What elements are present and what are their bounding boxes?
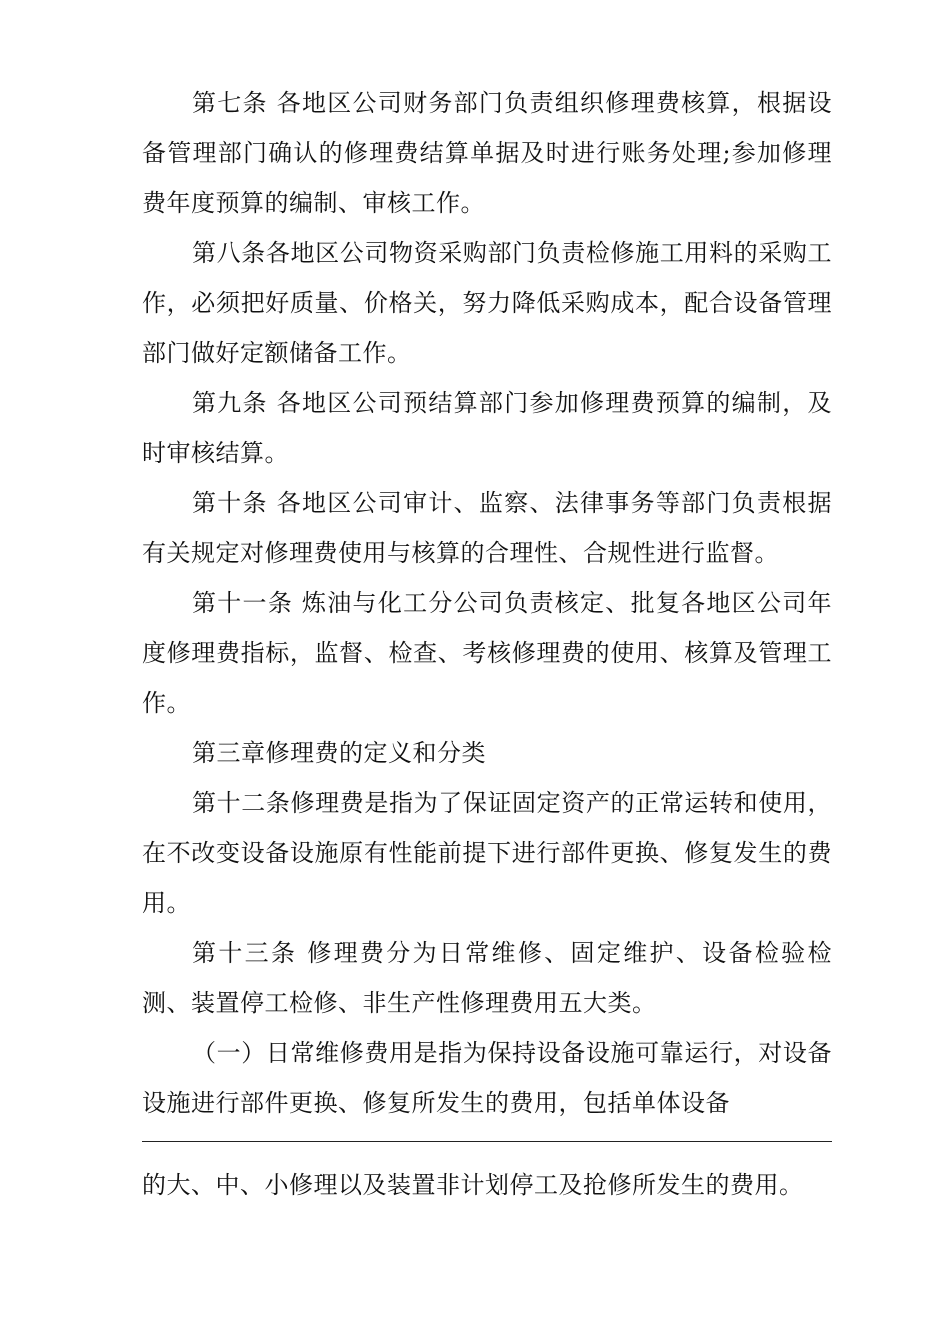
article-10: 第十条 各地区公司审计、监察、法律事务等部门负责根据有关规定对修理费使用与核算的合理性、合规性进行监督。 xyxy=(142,489,832,567)
article-9: 第九条 各地区公司预结算部门参加修理费预算的编制，及时审核结算。 xyxy=(142,389,832,467)
article-13: 第十三条 修理费分为日常维修、固定维护、设备检验检测、装置停工检修、非生产性修理费用五大类。 xyxy=(142,939,832,1017)
article-7: 第七条 各地区公司财务部门负责组织修理费核算，根据设备管理部门确认的修理费结算单据及时进行账务处理;参加修理费年度预算的编制、审核工作。 xyxy=(142,89,832,217)
page-divider xyxy=(142,1141,832,1142)
continuation-text: 的大、中、小修理以及装置非计划停工及抢修所发生的费用。 xyxy=(142,1171,804,1199)
article-12: 第十二条修理费是指为了保证固定资产的正常运转和使用，在不改变设备设施原有性能前提下进行部件更换、修复发生的费用。 xyxy=(142,789,832,917)
chapter-heading: 第三章修理费的定义和分类 xyxy=(192,739,486,767)
article-8: 第八条各地区公司物资采购部门负责检修施工用料的采购工作，必须把好质量、价格关，努力降低采购成本，配合设备管理部门做好定额储备工作。 xyxy=(142,239,832,367)
article-11: 第十一条 炼油与化工分公司负责核定、批复各地区公司年度修理费指标，监督、检查、考核修理费的使用、核算及管理工作。 xyxy=(142,589,832,717)
document-body xyxy=(142,78,832,1128)
article-13-item-1: （一）日常维修费用是指为保持设备设施可靠运行，对设备设施进行部件更换、修复所发生的费用，包括单体设备 xyxy=(142,1039,832,1117)
